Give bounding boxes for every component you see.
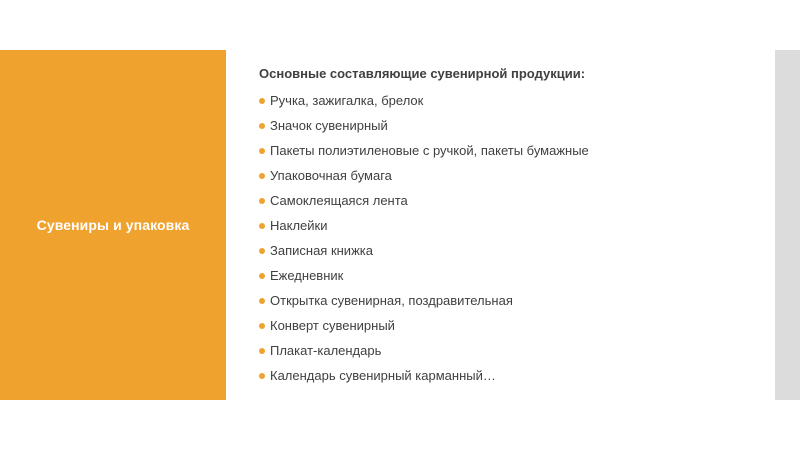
list-item-text: Календарь сувенирный карманный… (270, 368, 496, 383)
list-item (259, 263, 759, 288)
list-item-text: Открытка сувенирная, поздравительная (270, 293, 513, 308)
list-item (259, 238, 759, 263)
list-item-text: Ручка, зажигалка, брелок (270, 93, 424, 108)
list-item (259, 313, 759, 338)
list-item (259, 88, 759, 113)
list-item-text: Наклейки (270, 218, 328, 233)
side-bar (775, 50, 800, 400)
bullet-dot-icon (259, 223, 265, 229)
bullet-dot-icon (259, 148, 265, 154)
list-item (259, 113, 759, 138)
bullet-dot-icon (259, 98, 265, 104)
list-item (259, 138, 759, 163)
list-item-text: Пакеты полиэтиленовые с ручкой, пакеты бумажные (270, 143, 589, 158)
bullet-list (259, 88, 759, 388)
bullet-dot-icon (259, 173, 265, 179)
bullet-dot-icon (259, 198, 265, 204)
list-heading: Основные составляющие сувенирной продукции: (259, 66, 586, 81)
slide-title: Сувениры и упаковка (36, 217, 190, 233)
list-item-text: Плакат-календарь (270, 343, 382, 358)
list-item (259, 188, 759, 213)
list-item-text: Записная книжка (270, 243, 373, 258)
content-area (259, 64, 759, 388)
list-item (259, 363, 759, 388)
list-item (259, 213, 759, 238)
bullet-dot-icon (259, 123, 265, 129)
list-item-text: Значок сувенирный (270, 118, 388, 133)
title-panel (0, 50, 226, 400)
bullet-dot-icon (259, 373, 265, 379)
list-item (259, 163, 759, 188)
list-item-text: Самоклеящаяся лента (270, 193, 408, 208)
bullet-dot-icon (259, 248, 265, 254)
list-item-text: Упаковочная бумага (270, 168, 392, 183)
list-item-text: Ежедневник (270, 268, 344, 283)
bullet-dot-icon (259, 298, 265, 304)
list-item (259, 338, 759, 363)
list-item (259, 288, 759, 313)
bullet-dot-icon (259, 273, 265, 279)
list-item-text: Конверт сувенирный (270, 318, 395, 333)
bullet-dot-icon (259, 348, 265, 354)
bullet-dot-icon (259, 323, 265, 329)
